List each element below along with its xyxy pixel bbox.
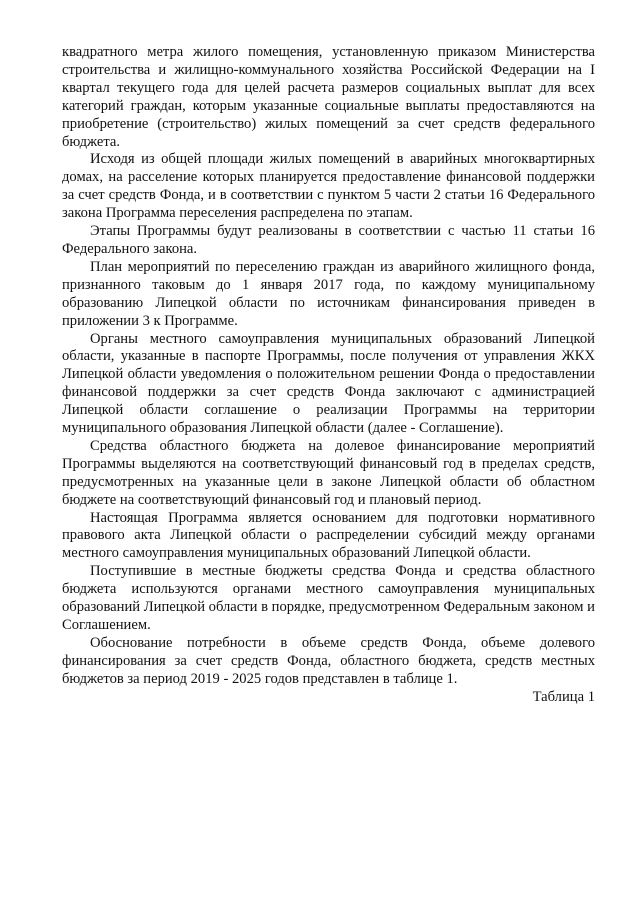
paragraph-funding-justification: Обоснование потребности в объеме средств Фонда, объеме долевого финансирования за счет средств Фонда, областного бюджета, средств местных бюджетов за период 2019 - 2025 годов представлен в таблице 1. [62,634,595,687]
table-caption: Таблица 1 [532,688,595,705]
paragraph-regional-budget: Средства областного бюджета на долевое финансирование мероприятий Программы выделяются на соответствующий финансовый год в пределах средств, предусмотренных на указанные цели в законе Липецкой области об областном бюджете на соответствующий финансовый год и плановый период. [62,437,595,508]
document-page [62,44,595,707]
paragraph-area-basis: Исходя из общей площади жилых помещений в аварийных многоквартирных домах, на расселение которых планируется предоставление финансовой поддержки за счет средств Фонда, и в соответствии с пунктом 5 части 2 статьи 16 Федерального закона Программа переселения распределена по этапам. [62,151,595,222]
paragraph-program-stages: Этапы Программы будут реализованы в соответствии с частью 11 статьи 16 Федерального закона. [62,223,595,257]
paragraph-local-authorities: Органы местного самоуправления муниципальных образований Липецкой области, указанные в паспорте Программы, после получения от управления ЖКХ Липецкой области уведомления о положительном решении Фонда о предоставлении финансовой поддержки за счет средств Фонда заключают с администрацией Липецкой области соглашение о реализации Программы на территории муниципального образования Липецкой области (далее - Соглашение). [62,330,595,437]
paragraph-action-plan: План мероприятий по переселению граждан из аварийного жилищного фонда, признанного таковым до 1 января 2017 года, по каждому муниципальному образованию Липецкой области по источникам финансирования приведен в приложении 3 к Программе. [62,258,595,329]
paragraph-legal-basis: Настоящая Программа является основанием для подготовки нормативного правового акта Липецкой области о распределении субсидий между органами местного самоуправления муниципальных образований Липецкой области. [62,509,595,562]
paragraph-funds-usage: Поступившие в местные бюджеты средства Фонда и средства областного бюджета используются органами местного самоуправления муниципальных образований Липецкой области в порядке, предусмотренном Федеральным законом и Соглашением. [62,563,595,633]
paragraph-continuation: квадратного метра жилого помещения, установленную приказом Министерства строительства и жилищно-коммунального хозяйства Российской Федерации на I квартал текущего года для целей расчета размеров социальных выплат для всех категорий граждан, которым указанные социальные выплаты предоставляются на приобретение (строительство) жилых помещений за счет средств федерального бюджета. [62,44,595,150]
